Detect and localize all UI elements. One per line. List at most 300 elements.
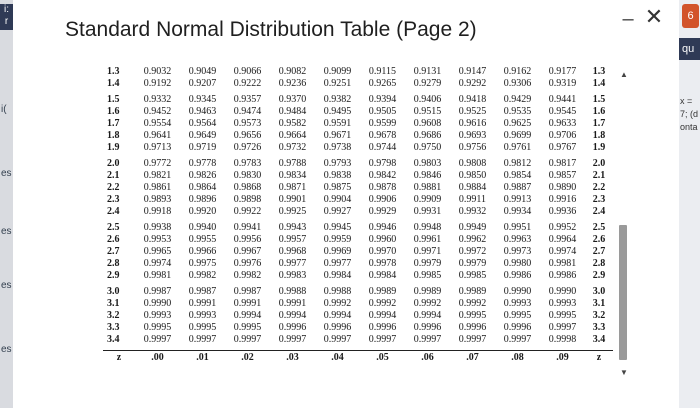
- probability-cell: 0.9996: [458, 322, 487, 333]
- probability-cell: 0.9750: [413, 142, 442, 153]
- probability-cell: 0.9989: [413, 286, 442, 297]
- probability-cell: 0.9817: [548, 158, 577, 169]
- table-row: [103, 118, 613, 130]
- z-header-right: z: [585, 351, 613, 366]
- probability-cell: 0.9966: [188, 246, 217, 257]
- probability-cell: 0.9996: [323, 322, 352, 333]
- probability-cell: 0.9964: [548, 234, 577, 245]
- z-label: 2.5: [107, 222, 120, 233]
- probability-cell: 0.9693: [458, 130, 487, 141]
- probability-cell: 0.9991: [233, 298, 262, 309]
- probability-cell: 0.9265: [368, 78, 397, 89]
- column-header: .06: [405, 351, 450, 366]
- probability-cell: 0.9988: [323, 286, 352, 297]
- column-header: .01: [180, 351, 225, 366]
- probability-cell: 0.9994: [413, 310, 442, 321]
- probability-cell: 0.9608: [413, 118, 442, 129]
- probability-cell: 0.9830: [233, 170, 262, 181]
- probability-cell: 0.9977: [278, 258, 307, 269]
- table-row: [103, 206, 613, 218]
- z-label: 2.3: [107, 194, 120, 205]
- z-label-right: 1.5: [592, 94, 606, 105]
- probability-cell: 0.9884: [458, 182, 487, 193]
- probability-cell: 0.9332: [143, 94, 172, 105]
- z-label: 2.2: [107, 182, 120, 193]
- probability-cell: 0.9979: [413, 258, 442, 269]
- probability-cell: 0.9671: [323, 130, 352, 141]
- background-header-bar: qu: [679, 38, 700, 60]
- probability-cell: 0.9591: [323, 118, 352, 129]
- background-left-panel: [0, 0, 13, 408]
- background-left-text: es: [1, 226, 12, 237]
- probability-cell: 0.9251: [323, 78, 352, 89]
- probability-cell: 0.9962: [458, 234, 487, 245]
- probability-cell: 0.9990: [143, 298, 172, 309]
- probability-cell: 0.9726: [233, 142, 262, 153]
- table-row: [103, 246, 613, 258]
- probability-cell: 0.9706: [548, 130, 577, 141]
- probability-cell: 0.9535: [503, 106, 532, 117]
- probability-cell: 0.9997: [188, 334, 217, 345]
- background-right-text: x =: [680, 96, 693, 106]
- probability-cell: 0.9082: [278, 66, 307, 77]
- z-label: 2.7: [107, 246, 120, 257]
- probability-cell: 0.9977: [323, 258, 352, 269]
- probability-cell: 0.9983: [278, 270, 307, 281]
- column-header: .02: [225, 351, 270, 366]
- z-label: 2.9: [107, 270, 120, 281]
- background-left-text: es: [1, 168, 12, 179]
- probability-cell: 0.9994: [323, 310, 352, 321]
- probability-cell: 0.9505: [368, 106, 397, 117]
- probability-cell: 0.9625: [503, 118, 532, 129]
- probability-cell: 0.9906: [368, 194, 397, 205]
- z-label: 1.5: [107, 94, 120, 105]
- probability-cell: 0.9996: [368, 322, 397, 333]
- z-label: 1.3: [107, 66, 120, 77]
- probability-cell: 0.9909: [413, 194, 442, 205]
- probability-cell: 0.9463: [188, 106, 217, 117]
- z-label-right: 2.1: [592, 170, 606, 181]
- close-icon[interactable]: ✕: [644, 4, 664, 29]
- probability-cell: 0.9821: [143, 170, 172, 181]
- probability-cell: 0.9981: [548, 258, 577, 269]
- probability-cell: 0.9968: [278, 246, 307, 257]
- probability-cell: 0.9997: [368, 334, 397, 345]
- probability-cell: 0.9963: [503, 234, 532, 245]
- minimize-icon[interactable]: –: [622, 8, 634, 30]
- table-row: [103, 234, 613, 246]
- probability-cell: 0.9994: [368, 310, 397, 321]
- table-row: [103, 170, 613, 182]
- probability-cell: 0.9744: [368, 142, 397, 153]
- table-row: [103, 310, 613, 322]
- probability-cell: 0.9987: [233, 286, 262, 297]
- background-right-text: 7; (d: [680, 109, 699, 119]
- probability-cell: 0.9875: [323, 182, 352, 193]
- column-header-row: [103, 351, 613, 366]
- probability-cell: 0.9992: [368, 298, 397, 309]
- table-row: [103, 258, 613, 270]
- probability-cell: 0.9995: [233, 322, 262, 333]
- probability-cell: 0.9846: [413, 170, 442, 181]
- probability-cell: 0.9699: [503, 130, 532, 141]
- probability-cell: 0.9633: [548, 118, 577, 129]
- probability-cell: 0.9099: [323, 66, 352, 77]
- column-header: .03: [270, 351, 315, 366]
- probability-cell: 0.9948: [413, 222, 442, 233]
- probability-cell: 0.9991: [188, 298, 217, 309]
- probability-cell: 0.9901: [278, 194, 307, 205]
- z-label: 1.6: [107, 106, 120, 117]
- probability-cell: 0.9898: [233, 194, 262, 205]
- probability-cell: 0.9990: [503, 286, 532, 297]
- probability-cell: 0.9656: [233, 130, 262, 141]
- probability-cell: 0.9985: [413, 270, 442, 281]
- column-header: .05: [360, 351, 405, 366]
- probability-cell: 0.9988: [278, 286, 307, 297]
- probability-cell: 0.9992: [458, 298, 487, 309]
- probability-cell: 0.9997: [413, 334, 442, 345]
- probability-cell: 0.9996: [278, 322, 307, 333]
- probability-cell: 0.9429: [503, 94, 532, 105]
- table-dialog: [13, 0, 679, 408]
- probability-cell: 0.9978: [368, 258, 397, 269]
- probability-cell: 0.9994: [278, 310, 307, 321]
- z-label-right: 2.2: [592, 182, 606, 193]
- probability-cell: 0.9767: [548, 142, 577, 153]
- z-label-right: 3.2: [592, 310, 606, 321]
- probability-cell: 0.9881: [413, 182, 442, 193]
- probability-cell: 0.9573: [233, 118, 262, 129]
- probability-cell: 0.9616: [458, 118, 487, 129]
- probability-cell: 0.9911: [458, 194, 487, 205]
- probability-cell: 0.9934: [503, 206, 532, 217]
- probability-cell: 0.9975: [188, 258, 217, 269]
- column-header: .09: [540, 351, 585, 366]
- z-label: 2.6: [107, 234, 120, 245]
- probability-cell: 0.9996: [503, 322, 532, 333]
- probability-cell: 0.9664: [278, 130, 307, 141]
- probability-cell: 0.9279: [413, 78, 442, 89]
- probability-cell: 0.9864: [188, 182, 217, 193]
- probability-cell: 0.9993: [503, 298, 532, 309]
- column-header: .00: [135, 351, 180, 366]
- normal-distribution-table: [103, 66, 613, 365]
- probability-cell: 0.9345: [188, 94, 217, 105]
- z-label-right: 3.0: [592, 286, 606, 297]
- probability-cell: 0.9049: [188, 66, 217, 77]
- probability-cell: 0.9713: [143, 142, 172, 153]
- z-label: 3.0: [107, 286, 120, 297]
- table-body: [103, 66, 613, 365]
- probability-cell: 0.9997: [323, 334, 352, 345]
- probability-cell: 0.9474: [233, 106, 262, 117]
- probability-cell: 0.9993: [143, 310, 172, 321]
- table-row: [103, 130, 613, 142]
- dialog-title: Standard Normal Distribution Table (Page 2): [65, 18, 477, 41]
- probability-cell: 0.9996: [413, 322, 442, 333]
- probability-cell: 0.9554: [143, 118, 172, 129]
- background-left-text: i(: [1, 104, 7, 115]
- probability-cell: 0.9922: [233, 206, 262, 217]
- probability-cell: 0.9974: [548, 246, 577, 257]
- probability-cell: 0.9066: [233, 66, 262, 77]
- probability-cell: 0.9952: [548, 222, 577, 233]
- probability-cell: 0.9115: [368, 66, 397, 77]
- probability-cell: 0.9997: [233, 334, 262, 345]
- probability-cell: 0.9649: [188, 130, 217, 141]
- table-row: [103, 158, 613, 170]
- probability-cell: 0.9985: [458, 270, 487, 281]
- probability-cell: 0.9925: [278, 206, 307, 217]
- probability-cell: 0.9842: [368, 170, 397, 181]
- probability-cell: 0.9993: [188, 310, 217, 321]
- column-header: .08: [495, 351, 540, 366]
- probability-cell: 0.9719: [188, 142, 217, 153]
- scrollbar-thumb[interactable]: [619, 225, 627, 360]
- z-label: 2.8: [107, 258, 120, 269]
- probability-cell: 0.9857: [548, 170, 577, 181]
- probability-cell: 0.9997: [503, 334, 532, 345]
- probability-cell: 0.9990: [548, 286, 577, 297]
- z-label-right: 2.3: [592, 194, 606, 205]
- z-label-right: 1.9: [592, 142, 606, 153]
- z-label-right: 1.3: [592, 66, 606, 77]
- probability-cell: 0.9979: [458, 258, 487, 269]
- background-left-text: es: [1, 280, 12, 291]
- table-row: [103, 286, 613, 298]
- probability-cell: 0.9904: [323, 194, 352, 205]
- probability-cell: 0.9868: [233, 182, 262, 193]
- probability-cell: 0.9756: [458, 142, 487, 153]
- z-label-right: 2.9: [592, 270, 606, 281]
- probability-cell: 0.9931: [413, 206, 442, 217]
- probability-cell: 0.9834: [278, 170, 307, 181]
- probability-cell: 0.9946: [368, 222, 397, 233]
- background-left-text: es: [1, 344, 12, 355]
- z-label-right: 2.4: [592, 206, 606, 217]
- table-row: [103, 322, 613, 334]
- probability-cell: 0.9838: [323, 170, 352, 181]
- probability-cell: 0.9162: [503, 66, 532, 77]
- scroll-up-icon[interactable]: ▲: [620, 70, 628, 79]
- probability-cell: 0.9357: [233, 94, 262, 105]
- probability-cell: 0.9495: [323, 106, 352, 117]
- probability-cell: 0.9973: [503, 246, 532, 257]
- probability-cell: 0.9916: [548, 194, 577, 205]
- probability-cell: 0.9484: [278, 106, 307, 117]
- z-label: 1.7: [107, 118, 120, 129]
- z-label: 3.3: [107, 322, 120, 333]
- probability-cell: 0.9871: [278, 182, 307, 193]
- z-label: 1.8: [107, 130, 120, 141]
- probability-cell: 0.9949: [458, 222, 487, 233]
- column-header: .07: [450, 351, 495, 366]
- table-row: [103, 106, 613, 118]
- probability-cell: 0.9452: [143, 106, 172, 117]
- probability-cell: 0.9971: [413, 246, 442, 257]
- table-row: [103, 142, 613, 154]
- probability-cell: 0.9147: [458, 66, 487, 77]
- probability-cell: 0.9798: [368, 158, 397, 169]
- table-row: [103, 78, 613, 90]
- probability-cell: 0.9778: [188, 158, 217, 169]
- probability-cell: 0.9192: [143, 78, 172, 89]
- table-row: [103, 270, 613, 282]
- probability-cell: 0.9980: [503, 258, 532, 269]
- probability-cell: 0.9515: [413, 106, 442, 117]
- probability-cell: 0.9961: [413, 234, 442, 245]
- probability-cell: 0.9991: [278, 298, 307, 309]
- probability-cell: 0.9394: [368, 94, 397, 105]
- table-row: [103, 182, 613, 194]
- background-badge: 6: [682, 4, 699, 28]
- probability-cell: 0.9997: [458, 334, 487, 345]
- z-label-right: 3.3: [592, 322, 606, 333]
- z-label: 3.1: [107, 298, 120, 309]
- probability-cell: 0.9854: [503, 170, 532, 181]
- scroll-down-icon[interactable]: ▼: [620, 368, 628, 377]
- probability-cell: 0.9582: [278, 118, 307, 129]
- probability-cell: 0.9965: [143, 246, 172, 257]
- probability-cell: 0.9913: [503, 194, 532, 205]
- probability-cell: 0.9981: [143, 270, 172, 281]
- probability-cell: 0.9932: [458, 206, 487, 217]
- probability-cell: 0.9936: [548, 206, 577, 217]
- probability-cell: 0.9997: [143, 334, 172, 345]
- probability-cell: 0.9989: [458, 286, 487, 297]
- probability-cell: 0.9929: [368, 206, 397, 217]
- probability-cell: 0.9803: [413, 158, 442, 169]
- probability-cell: 0.9236: [278, 78, 307, 89]
- background-right-text: onta: [680, 122, 698, 132]
- probability-cell: 0.9678: [368, 130, 397, 141]
- z-label: 2.0: [107, 158, 120, 169]
- probability-cell: 0.9953: [143, 234, 172, 245]
- probability-cell: 0.9545: [548, 106, 577, 117]
- table-row: [103, 194, 613, 206]
- probability-cell: 0.9850: [458, 170, 487, 181]
- probability-cell: 0.9812: [503, 158, 532, 169]
- probability-cell: 0.9956: [233, 234, 262, 245]
- probability-cell: 0.9564: [188, 118, 217, 129]
- probability-cell: 0.9941: [233, 222, 262, 233]
- table-row: [103, 222, 613, 234]
- probability-cell: 0.9997: [278, 334, 307, 345]
- z-label-right: 1.6: [592, 106, 606, 117]
- probability-cell: 0.9890: [548, 182, 577, 193]
- probability-cell: 0.9686: [413, 130, 442, 141]
- z-label: 1.9: [107, 142, 120, 153]
- z-label-right: 3.4: [592, 334, 606, 345]
- probability-cell: 0.9893: [143, 194, 172, 205]
- probability-cell: 0.9969: [323, 246, 352, 257]
- z-label-right: 2.8: [592, 258, 606, 269]
- table-row: [103, 94, 613, 106]
- z-label-right: 1.7: [592, 118, 606, 129]
- probability-cell: 0.9306: [503, 78, 532, 89]
- probability-cell: 0.9177: [548, 66, 577, 77]
- probability-cell: 0.9960: [368, 234, 397, 245]
- probability-cell: 0.9997: [548, 322, 577, 333]
- probability-cell: 0.9793: [323, 158, 352, 169]
- probability-cell: 0.9987: [143, 286, 172, 297]
- probability-cell: 0.9826: [188, 170, 217, 181]
- z-label: 1.4: [107, 78, 120, 89]
- probability-cell: 0.9995: [548, 310, 577, 321]
- probability-cell: 0.9976: [233, 258, 262, 269]
- probability-cell: 0.9984: [368, 270, 397, 281]
- probability-cell: 0.9945: [323, 222, 352, 233]
- probability-cell: 0.9641: [143, 130, 172, 141]
- probability-cell: 0.9986: [548, 270, 577, 281]
- probability-cell: 0.9738: [323, 142, 352, 153]
- probability-cell: 0.9920: [188, 206, 217, 217]
- probability-cell: 0.9982: [233, 270, 262, 281]
- probability-cell: 0.9989: [368, 286, 397, 297]
- probability-cell: 0.9292: [458, 78, 487, 89]
- probability-cell: 0.9808: [458, 158, 487, 169]
- probability-cell: 0.9887: [503, 182, 532, 193]
- background-right-panel: [679, 0, 700, 408]
- probability-cell: 0.9406: [413, 94, 442, 105]
- probability-cell: 0.9788: [278, 158, 307, 169]
- probability-cell: 0.9951: [503, 222, 532, 233]
- probability-cell: 0.9984: [323, 270, 352, 281]
- probability-cell: 0.9970: [368, 246, 397, 257]
- probability-cell: 0.9987: [188, 286, 217, 297]
- probability-cell: 0.9955: [188, 234, 217, 245]
- z-header: z: [103, 351, 135, 366]
- probability-cell: 0.9995: [188, 322, 217, 333]
- z-label-right: 1.8: [592, 130, 606, 141]
- probability-cell: 0.9995: [503, 310, 532, 321]
- probability-cell: 0.9761: [503, 142, 532, 153]
- probability-cell: 0.9032: [143, 66, 172, 77]
- probability-cell: 0.9319: [548, 78, 577, 89]
- probability-cell: 0.9998: [548, 334, 577, 345]
- probability-cell: 0.9993: [548, 298, 577, 309]
- probability-cell: 0.9599: [368, 118, 397, 129]
- probability-cell: 0.9992: [413, 298, 442, 309]
- probability-cell: 0.9992: [323, 298, 352, 309]
- column-header: .04: [315, 351, 360, 366]
- probability-cell: 0.9972: [458, 246, 487, 257]
- background-left-chip: i: r: [0, 4, 13, 30]
- probability-cell: 0.9959: [323, 234, 352, 245]
- probability-cell: 0.9995: [143, 322, 172, 333]
- z-label: 2.4: [107, 206, 120, 217]
- z-label-right: 2.7: [592, 246, 606, 257]
- probability-cell: 0.9982: [188, 270, 217, 281]
- table-row: [103, 298, 613, 310]
- probability-cell: 0.9896: [188, 194, 217, 205]
- probability-cell: 0.9967: [233, 246, 262, 257]
- z-label-right: 3.1: [592, 298, 606, 309]
- probability-cell: 0.9995: [458, 310, 487, 321]
- table-viewport: [103, 66, 621, 380]
- z-label-right: 2.5: [592, 222, 606, 233]
- z-label: 2.1: [107, 170, 120, 181]
- probability-cell: 0.9940: [188, 222, 217, 233]
- probability-cell: 0.9927: [323, 206, 352, 217]
- z-label-right: 2.0: [592, 158, 606, 169]
- scrollbar[interactable]: [618, 70, 628, 380]
- probability-cell: 0.9943: [278, 222, 307, 233]
- probability-cell: 0.9918: [143, 206, 172, 217]
- probability-cell: 0.9994: [233, 310, 262, 321]
